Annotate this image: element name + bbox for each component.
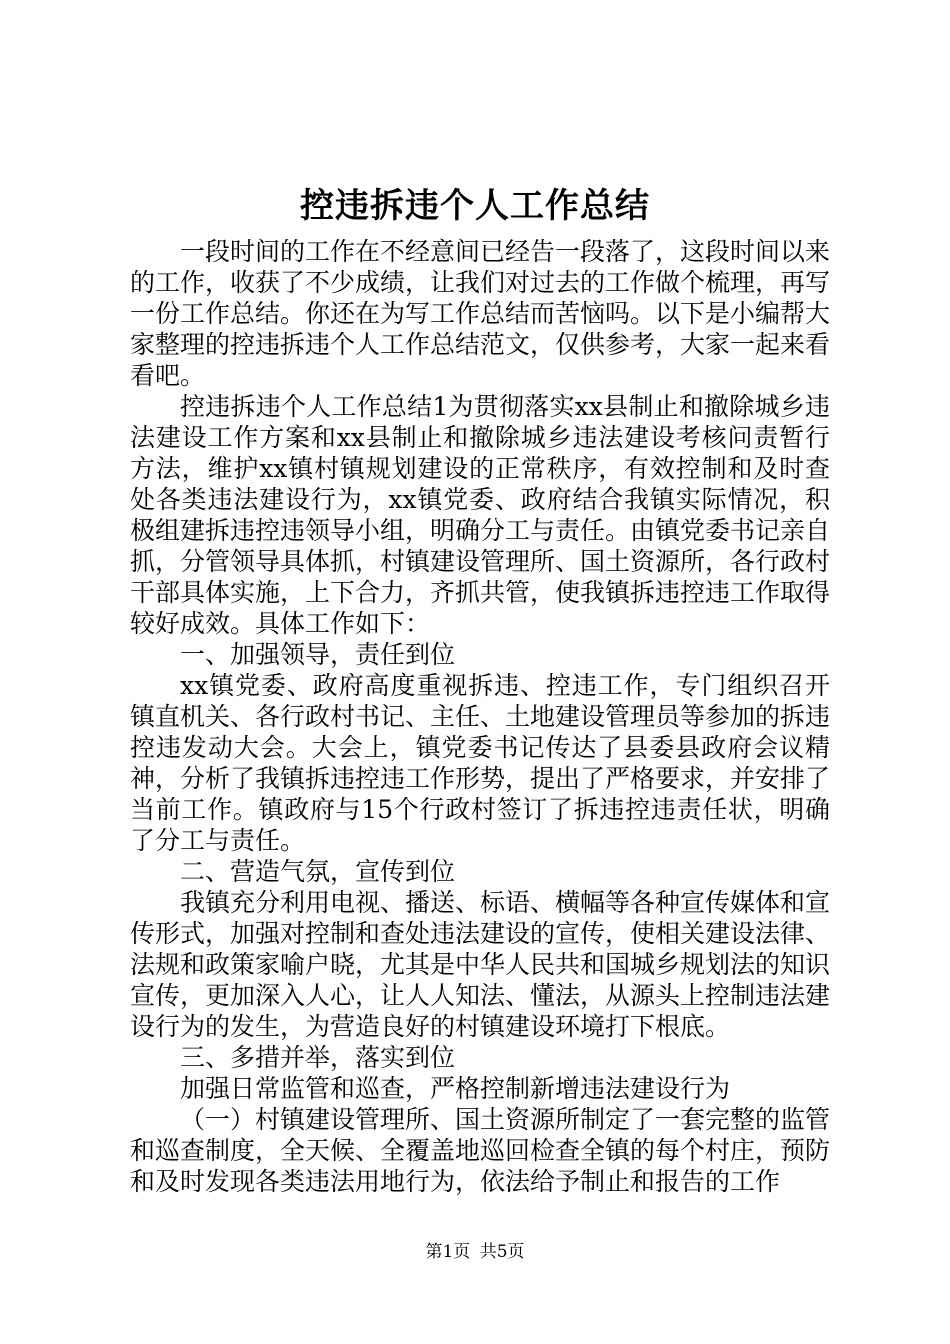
document-body (130, 236, 830, 1197)
section-heading-3: 三、多措并举，落实到位 (180, 1043, 456, 1072)
paragraph-summary-1: 控违拆违个人工作总结1为贯彻落实xx县制止和撤除城乡违法建设工作方案和xx县制止和撤除城乡违法建设考核问责暂行方法，维护xx镇村镇规划建设的正常秩序，有效控制和及时查处各类违法建设行为，xx镇党委、政府结合我镇实际情况，积极组建拆违控违领导小组，明确分工与责任。由镇党委书记亲自抓，分管领导具体抓，村镇建设管理所、国土资源所，各行政村干部具体实施，上下合力，齐抓共管，使我镇拆违控违工作取得较好成效。具体工作如下： (130, 392, 831, 638)
paragraph-section-3-item-1: （一）村镇建设管理所、国土资源所制定了一套完整的监管和巡查制度，全天候、全覆盖地巡回检查全镇的每个村庄，预防和及时发现各类违法用地行为，依法给予制止和报告的工作 (130, 1105, 831, 1196)
page-title: 控违拆违个人工作总结 (300, 186, 650, 226)
paragraph-intro: 一段时间的工作在不经意间已经告一段落了，这段时间以来的工作，收获了不少成绩，让我们对过去的工作做个梳理，再写一份工作总结。你还在为写工作总结而苦恼吗。以下是小编帮大家整理的控违拆违个人工作总结范文，仅供参考，大家一起来看看吧。 (130, 237, 831, 390)
paragraph-section-3-lead: 加强日常监管和巡查，严格控制新增违法建设行为 (180, 1074, 731, 1103)
section-heading-1: 一、加强领导，责任到位 (180, 640, 456, 669)
page-number: 第1页 (425, 1242, 471, 1262)
page-footer (0, 1240, 950, 1264)
paragraph-section-2: 我镇充分利用电视、播送、标语、横幅等各种宣传媒体和宣传形式，加强对控制和查处违法建设的宣传，使相关建设法律、法规和政策家喻户晓，尤其是中华人民共和国城乡规划法的知识宣传，更加深入人心，让人人知法、懂法，从源头上控制违法建设行为的发生，为营造良好的村镇建设环境打下根底。 (130, 888, 831, 1041)
section-heading-2: 二、营造气氛，宣传到位 (180, 857, 456, 886)
paragraph-section-1: xx镇党委、政府高度重视拆违、控违工作，专门组织召开镇直机关、各行政村书记、主任、土地建设管理员等参加的拆违控违发动大会。大会上，镇党委书记传达了县委县政府会议精神，分析了我镇拆违控违工作形势，提出了严格要求，并安排了当前工作。镇政府与15个行政村签订了拆违控违责任状，明确了分工与责任。 (130, 671, 831, 855)
page-total: 共5页 (479, 1242, 525, 1262)
